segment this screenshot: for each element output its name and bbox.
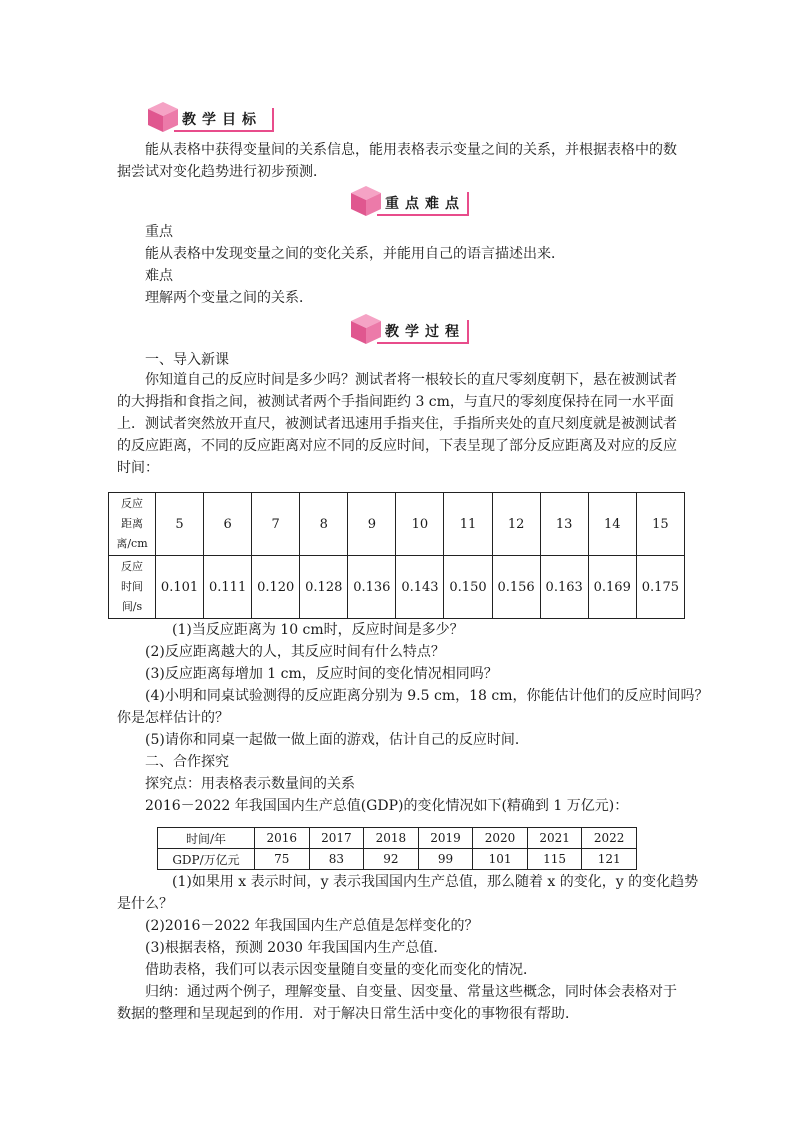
question-4: (4)小明和同桌试验测得的反应距离分别为 9.5 cm，18 cm，你能估计他们的反应时间吗？ (145, 688, 709, 704)
heading-underline (377, 342, 469, 344)
table-cell: 10 (396, 493, 444, 556)
table-header-cell: GDP/万亿元 (158, 849, 255, 870)
goal-text-line-2: 据尝试对变化趋势进行初步预测． (117, 164, 327, 180)
table-cell: 0.175 (636, 556, 684, 619)
goal-text-line-1: 能从表格中获得变量间的关系信息，能用表格表示变量之间的关系，并根据表格中的数 (145, 142, 677, 158)
table-cell: 2020 (473, 828, 528, 849)
question-3: (3)反应距离每增加 1 cm，反应时间的变化情况相同吗？ (145, 666, 498, 682)
heading-underline (377, 214, 469, 216)
heading-teaching-goal (146, 100, 276, 134)
heading-underline (174, 130, 274, 132)
header-line: 间/s (121, 600, 143, 613)
table-cell: 2021 (527, 828, 582, 849)
section2-title: 二、合作探究 (145, 754, 229, 770)
table-cell: 0.169 (588, 556, 636, 619)
question-1: (1)当反应距离为 10 cm时，反应时间是多少？ (172, 622, 464, 638)
table-cell: 2019 (418, 828, 473, 849)
table-cell: 2016 (255, 828, 310, 849)
pink-cube-icon (349, 184, 383, 218)
key-text: 能从表格中发现变量之间的变化关系，并能用自己的语言描述出来． (145, 246, 565, 262)
table-cell: 12 (492, 493, 540, 556)
heading-rule-end (467, 320, 469, 344)
key-label: 重点 (145, 224, 173, 240)
table-cell: 8 (300, 493, 348, 556)
gdp-question-2: (2)2016－2022 年我国国内生产总值是怎样变化的？ (145, 918, 479, 934)
table-cell: 0.101 (156, 556, 204, 619)
table-cell: 0.143 (396, 556, 444, 619)
heading-rule-end (467, 192, 469, 216)
table-cell: 0.128 (300, 556, 348, 619)
table-row (158, 828, 637, 849)
question-4-cont: 你是怎样估计的？ (117, 710, 229, 726)
difficulty-label: 难点 (145, 268, 173, 284)
table-cell: 99 (418, 849, 473, 870)
table-cell: 2018 (364, 828, 419, 849)
header-line: 反应 (121, 560, 143, 573)
heading-rule-end (272, 108, 274, 132)
table-cell: 0.111 (204, 556, 252, 619)
header-line: 距离 (121, 517, 143, 530)
gdp-question-1-cont: 是什么？ (117, 896, 173, 912)
heading-label: 教学过程 (385, 324, 465, 340)
table-cell: 2017 (309, 828, 364, 849)
table-cell: 5 (156, 493, 204, 556)
table-row (109, 556, 685, 619)
table-cell: 0.150 (444, 556, 492, 619)
heading-label: 重点难点 (385, 196, 465, 212)
question-2: (2)反应距离越大的人，其反应时间有什么特点？ (145, 644, 445, 660)
table-cell: 101 (473, 849, 528, 870)
table-cell: 6 (204, 493, 252, 556)
table-header-cell: 时间/年 (158, 828, 255, 849)
header-line: 时间 (121, 580, 143, 593)
heading-label: 教学目标 (182, 112, 262, 128)
intro-line-2: 的大拇指和食指之间，被测试者两个手指间距约 3 cm，与直尺的零刻度保持在同一水平面 (117, 394, 674, 410)
pink-cube-icon (146, 100, 180, 134)
gdp-question-1: (1)如果用 x 表示时间，y 表示我国国内生产总值，那么随着 x 的变化，y 的变化趋势 (172, 874, 699, 890)
gdp-intro: 2016－2022 年我国国内生产总值(GDP)的变化情况如下(精确到 1 万亿元)： (145, 798, 629, 814)
table-cell: 0.120 (252, 556, 300, 619)
gdp-table (157, 827, 637, 870)
section1-title: 一、导入新课 (145, 352, 229, 368)
intro-line-1: 你知道自己的反应时间是多少吗？测试者将一根较长的直尺零刻度朝下，悬在被测试者 (145, 372, 677, 388)
table-row (109, 493, 685, 556)
table-cell: 92 (364, 849, 419, 870)
question-5: (5)请你和同桌一起做一做上面的游戏，估计自己的反应时间． (145, 732, 529, 748)
reaction-table (108, 492, 685, 619)
table-cell: 83 (309, 849, 364, 870)
intro-line-5: 时间： (117, 460, 159, 476)
table-cell: 2022 (582, 828, 637, 849)
table-cell: 75 (255, 849, 310, 870)
pink-cube-icon (349, 312, 383, 346)
table-cell: 13 (540, 493, 588, 556)
heading-key-difficult-points (349, 184, 479, 218)
intro-line-4: 的反应距离，不同的反应距离对应不同的反应时间，下表呈现了部分反应距离及对应的反应 (117, 438, 677, 454)
difficulty-text: 理解两个变量之间的关系． (145, 290, 313, 306)
header-line: 离/cm (116, 537, 148, 550)
header-line: 反应 (121, 497, 143, 510)
summary-line-1: 借助表格，我们可以表示因变量随自变量的变化而变化的情况． (145, 962, 537, 978)
summary-line-2: 归纳：通过两个例子，理解变量、自变量、因变量、常量这些概念，同时体会表格对于 (145, 984, 677, 1000)
heading-teaching-process (349, 312, 479, 346)
explore-point: 探究点：用表格表示数量间的关系 (145, 776, 355, 792)
table-cell: 0.136 (348, 556, 396, 619)
table-cell: 0.163 (540, 556, 588, 619)
summary-line-3: 数据的整理和呈现起到的作用．对于解决日常生活中变化的事物很有帮助． (117, 1006, 579, 1022)
table-cell: 9 (348, 493, 396, 556)
table-row (158, 849, 637, 870)
table-cell: 121 (582, 849, 637, 870)
table-cell: 11 (444, 493, 492, 556)
row-header-time (109, 556, 156, 619)
table-cell: 7 (252, 493, 300, 556)
table-cell: 14 (588, 493, 636, 556)
intro-line-3: 上．测试者突然放开直尺，被测试者迅速用手指夹住，手指所夹处的直尺刻度就是被测试者 (117, 416, 677, 432)
row-header-distance (109, 493, 156, 556)
table-cell: 115 (527, 849, 582, 870)
gdp-question-3: (3)根据表格，预测 2030 年我国国内生产总值． (145, 940, 448, 956)
table-cell: 15 (636, 493, 684, 556)
table-cell: 0.156 (492, 556, 540, 619)
